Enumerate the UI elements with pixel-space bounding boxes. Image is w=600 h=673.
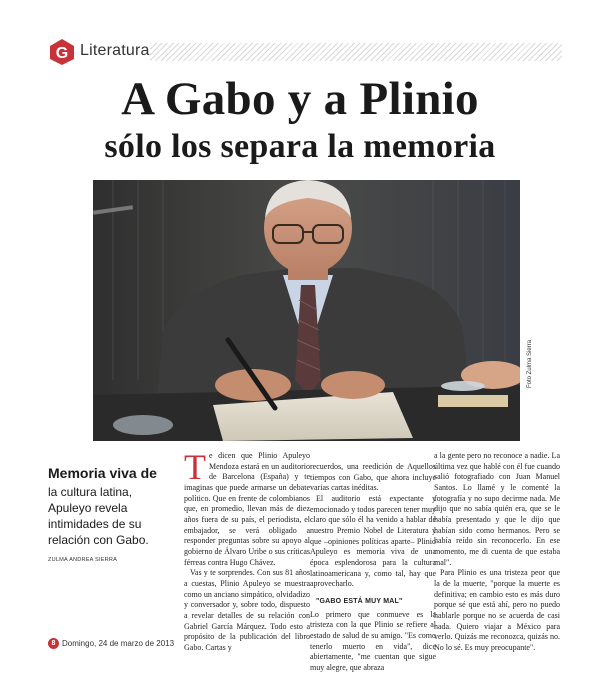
article-paragraph: Para Plinio es una tristeza peor que la de la muerte, "porque la muerte es definitiva; en cambio esto es más duro porque sé que está ahí, pero no puedo hablarle porque no se acuerda de casi nada. Quiero viajar a México para verlo. Quizás me reconozca, quizás no. No lo sé. Es muy preocupante". (434, 568, 560, 652)
headline-line-2: sólo los separa la memoria (104, 128, 496, 165)
article-column-1 (184, 447, 310, 653)
sidebar-heading: Memoria viva de (48, 465, 157, 481)
article-subhead: "GABO ESTÁ MUY MAL" (316, 597, 403, 605)
article-paragraph: Lo primero que conmueve es la tristeza con la que Plinio se refiere al estado de salud de su amigo. "Es como tenerlo muerto en vida", dice abiertamente, "me cuentan que sigue muy alegre, que abraza (310, 609, 436, 672)
article-photo (93, 180, 520, 441)
paragraph-text: e dicen que Plinio Apuleyo Mendoza estará en un auditorio de Barcelona (España) y te imaginas que puede armarse un debate político. Que en frente de colombianos que, en promedio, llevan más de diez años fuera de su país, el periodista, el embajador, se verá obligado a responder preguntas sobre su apoyo al gobierno de Álvaro Uribe o sus críticas férreas contra Hugo Chávez. (184, 451, 310, 567)
section-divider (150, 43, 562, 61)
article-paragraph: Vas y te sorprendes. Con sus 81 años a cuestas, Plinio Apuleyo se muestra como un anciano simpático, olvidadizo y conversador y, sobre todo, dispuesto a revelar detalles de su relación con Gabriel García Márquez. Todo esto a propósito de la publicación del libro Gabo. Cartas y (184, 568, 310, 652)
author-byline: ZULMA ANDREA SIERRA (48, 557, 118, 563)
sidebar-summary (48, 465, 173, 563)
section-header (48, 38, 563, 66)
sidebar-body: la cultura latina, Apuleyo revela intimidades de su relación con Gabo. (48, 485, 149, 547)
article-column-2 (310, 462, 436, 673)
article-column-3 (434, 451, 560, 653)
section-logo-letter: G (55, 45, 69, 62)
page-number: 8 (48, 638, 59, 649)
section-title: Literatura (80, 42, 150, 59)
drop-cap: T (184, 447, 206, 487)
article-paragraph: a la gente pero no reconoce a nadie. La última vez que hablé con él fue cuando salió fotografiado con Juan Manuel Santos. Lo llamé y le comenté la fotografía y no supo decirme nada. Me dijo que no sabía quién era, que se le había presentado y que le dijo que habían sido como hermanos. Pero se había reído sin reconocerlo. En ese momento, me di cuenta de que estaba mal". (434, 451, 560, 567)
headline (0, 73, 600, 165)
article-paragraph: El auditorio está expectante y emocionado y todos parecen tener muy claro que sólo él ha venido a hablar de nuestro Premio Nobel de Literatura y que –opiniones políticas aparte– Plinio Apuleyo es memoria viva de una época esplendorosa para la cultura latinoamericana y, como tal, hay que aprovecharlo. (310, 493, 436, 589)
photo-illustration (93, 180, 520, 441)
photo-credit: Foto Zulma Sierra (527, 339, 533, 388)
section-logo-icon (48, 38, 76, 66)
headline-line-1: A Gabo y a Plinio (121, 73, 479, 125)
article-paragraph: recuerdos, una reedición de Aquellos tiempos con Gabo, que ahora incluye varias cartas inéditas. (310, 462, 436, 493)
article-paragraph (184, 447, 310, 568)
footer-date: Domingo, 24 de marzo de 2013 (62, 639, 175, 648)
